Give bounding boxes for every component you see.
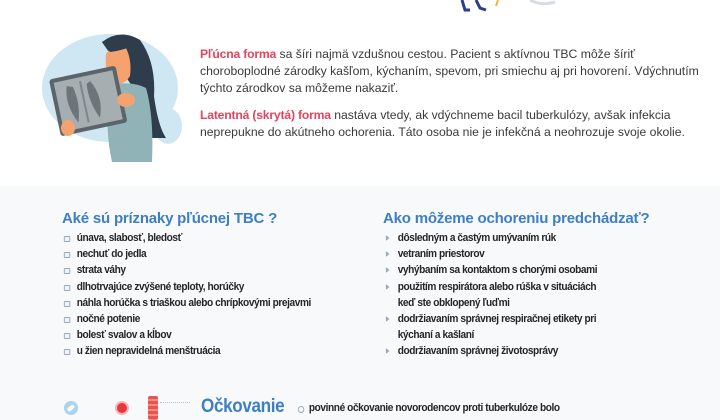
prevention-item <box>383 279 677 311</box>
latent-form-highlight: Latentná (skrytá) forma <box>200 107 331 122</box>
prevention-item <box>383 311 677 343</box>
vaccination-section <box>60 396 720 420</box>
prevention-item-line: použitím respirátora alebo rúška v situáciách <box>397 280 597 293</box>
latent-form-text: nastáva vtedy, ak vdýchneme bacil tuberkulózy, avšak infekcia neprepukne do akútneho ochorenia. Táto osoba nie je infekčná a neohrozuje svoje okolie. <box>200 107 685 139</box>
prevention-item: dôsledným a častým umývaním rúk <box>383 230 677 246</box>
syringe-icon <box>148 396 158 420</box>
prevention-heading: Ako môžeme ochoreniu predchádzať? <box>383 210 650 227</box>
prevention-item-line: dodržiavaním správnej respiračnej etikety pri <box>397 313 597 326</box>
woman-xray-illustration <box>40 26 190 166</box>
symptoms-section <box>62 210 362 360</box>
symptom-item: bolesť svalov a kĺbov <box>62 327 338 343</box>
symptoms-heading: Aké sú príznaky pľúcnej TBC ? <box>62 210 278 227</box>
symptom-item: u žien nepravidelná menštruácia <box>62 343 338 359</box>
symptom-item: nechuť do jedla <box>62 246 338 262</box>
pulmonary-form-paragraph <box>200 46 700 98</box>
capsule-icon <box>64 401 78 415</box>
latent-form-paragraph <box>200 107 700 141</box>
pulmonary-form-text: sa šíri najmä vzdušnou cestou. Pacient s aktívnou TBC môže šíriť choroboplodné zárodky kašľom, kýchaním, spevom, pri smiechu aj pri hovorení. Vdýchnutím týchto zárodkov sa môžeme nakaziť. <box>200 47 699 96</box>
prevention-item-line: kýchaní a kašlaní <box>397 329 474 342</box>
virus-icon <box>117 403 127 413</box>
symptom-item: únava, slabosť, bledosť <box>62 230 338 246</box>
prevention-section <box>383 210 703 360</box>
prevention-item: vyhýbaním sa kontaktom s chorými osobami <box>383 262 677 278</box>
prevention-item: dodržiavaním správnej životosprávy <box>383 343 677 359</box>
symptoms-list <box>62 230 362 360</box>
prevention-list <box>383 230 703 360</box>
symptom-item: dlhotrvajúce zvýšené teploty, horúčky <box>62 279 338 295</box>
symptom-item: náhla horúčka s triaškou alebo chrípkovými prejavmi <box>62 295 338 311</box>
dotted-connector <box>160 402 190 403</box>
symptom-item: strata váhy <box>62 262 338 278</box>
symptom-item: nočné potenie <box>62 311 338 327</box>
pulmonary-form-highlight: Pľúcna forma <box>200 47 277 61</box>
intro-text <box>200 46 700 150</box>
vaccination-heading: Očkovanie <box>201 396 285 417</box>
prevention-item: vetraním priestorov <box>383 246 677 262</box>
people-illustration-fragment <box>440 0 580 14</box>
vaccination-item: povinné očkovanie novorodencov proti tuberkulóze bolo <box>296 402 560 414</box>
prevention-item-line: keď ste obklopený ľuďmi <box>397 296 510 309</box>
